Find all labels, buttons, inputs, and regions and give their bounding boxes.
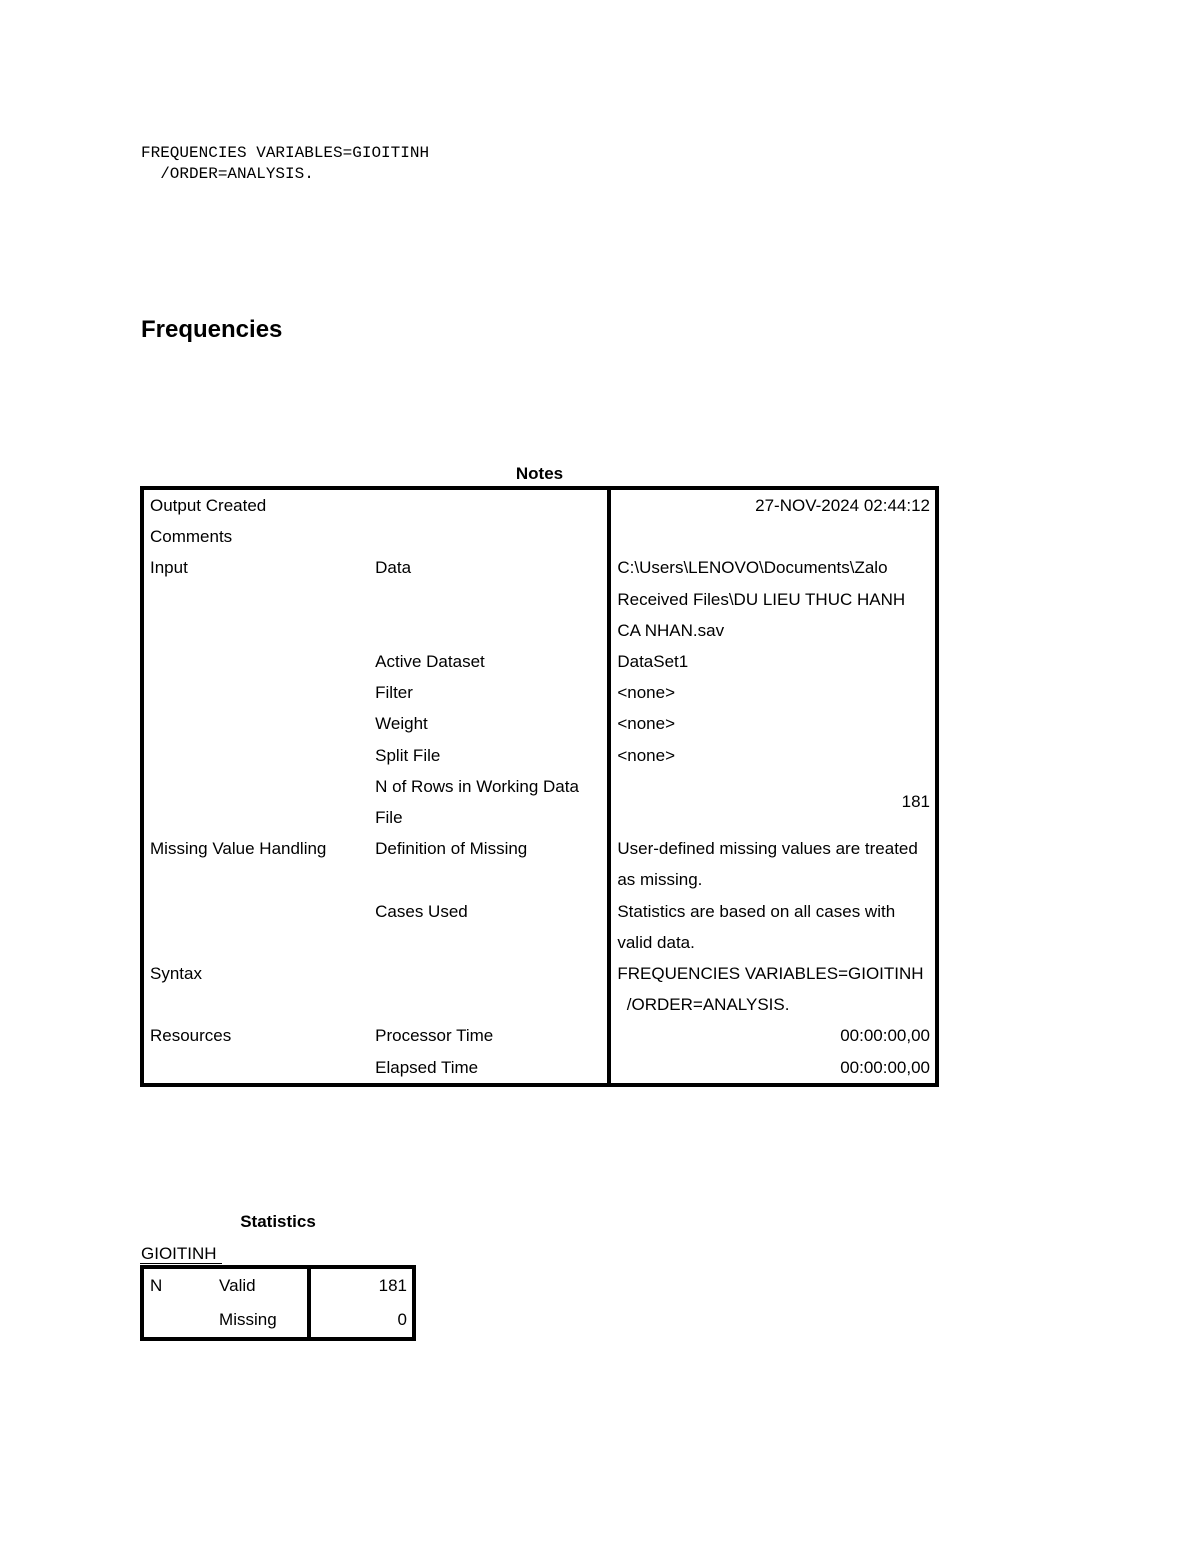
- syntax-line-1: FREQUENCIES VARIABLES=GIOITINH: [141, 144, 430, 162]
- notes-row-label: Resources: [150, 1026, 232, 1046]
- notes-row-active-dataset: [142, 646, 937, 677]
- syntax-block: [141, 143, 429, 185]
- notes-row-weight: [142, 708, 937, 739]
- notes-row-cases-used: [142, 896, 937, 958]
- statistics-n-label: N: [150, 1276, 163, 1295]
- notes-row-processor-time: [142, 1020, 937, 1051]
- statistics-value-valid: 181: [309, 1267, 414, 1303]
- notes-syntax-line-1: FREQUENCIES VARIABLES=GIOITINH: [617, 964, 924, 984]
- page-title: Frequencies: [141, 316, 283, 343]
- notes-value-output-created: 27-NOV-2024 02:44:12: [609, 488, 937, 521]
- notes-value-split-file: <none>: [609, 740, 937, 771]
- syntax-line-2: /ORDER=ANALYSIS.: [141, 165, 314, 183]
- notes-value-processor-time: 00:00:00,00: [609, 1020, 937, 1051]
- notes-value-n-rows: 181: [609, 771, 937, 833]
- notes-value-weight: <none>: [609, 708, 937, 739]
- notes-sub-label: Cases Used: [375, 901, 468, 921]
- notes-sub-label: Data: [375, 558, 412, 578]
- statistics-variable-underline: [140, 1263, 222, 1264]
- notes-row-split-file: [142, 740, 937, 771]
- notes-value-filter: <none>: [609, 677, 937, 708]
- notes-value-active-dataset: DataSet1: [609, 646, 937, 677]
- notes-row-label: Syntax: [150, 964, 202, 984]
- statistics-table: [140, 1265, 416, 1341]
- statistics-row-missing: [142, 1303, 414, 1339]
- notes-sub-label: Split File: [375, 745, 441, 765]
- statistics-value-missing: 0: [309, 1303, 414, 1339]
- notes-row-output-created: [142, 488, 937, 521]
- notes-syntax-line-2: /ORDER=ANALYSIS.: [617, 995, 790, 1015]
- notes-row-label: Input: [150, 558, 188, 578]
- statistics-row-valid: [142, 1267, 414, 1303]
- notes-row-definition-missing: [142, 833, 937, 895]
- notes-sub-label: Weight: [375, 714, 428, 734]
- notes-row-comments: [142, 521, 937, 552]
- statistics-title: Statistics: [240, 1212, 316, 1231]
- statistics-row-label: Missing: [219, 1310, 277, 1329]
- notes-sub-label: Active Dataset: [375, 652, 485, 672]
- notes-value-elapsed-time: 00:00:00,00: [609, 1052, 937, 1085]
- notes-row-filter: [142, 677, 937, 708]
- notes-sub-label: Elapsed Time: [375, 1057, 479, 1077]
- notes-row-n-rows: [142, 771, 937, 833]
- notes-value-syntax: [609, 958, 937, 1020]
- notes-sub-label: N of Rows in Working Data File: [375, 776, 579, 828]
- notes-value-cases-used: Statistics are based on all cases with valid data.: [609, 896, 937, 958]
- notes-row-elapsed-time: [142, 1052, 937, 1085]
- notes-value-comments: [609, 521, 937, 552]
- notes-sub-label: Definition of Missing: [375, 839, 528, 859]
- notes-value-definition-missing: User-defined missing values are treated as missing.: [609, 833, 937, 895]
- notes-value-data-path: C:\Users\LENOVO\Documents\Zalo Received Files\DU LIEU THUC HANH CA NHAN.sav: [609, 552, 937, 646]
- notes-row-input-data: [142, 552, 937, 646]
- notes-sub-label: Processor Time: [375, 1026, 494, 1046]
- notes-row-label: Missing Value Handling: [150, 839, 327, 859]
- notes-title: Notes: [515, 464, 564, 483]
- notes-row-label: Output Created: [150, 496, 267, 515]
- notes-row-label: Comments: [150, 527, 233, 547]
- statistics-variable-label: GIOITINH: [141, 1244, 217, 1263]
- notes-sub-label: Filter: [375, 683, 413, 703]
- statistics-row-label: Valid: [219, 1276, 256, 1295]
- notes-table: [140, 486, 939, 1087]
- notes-row-syntax: [142, 958, 937, 1020]
